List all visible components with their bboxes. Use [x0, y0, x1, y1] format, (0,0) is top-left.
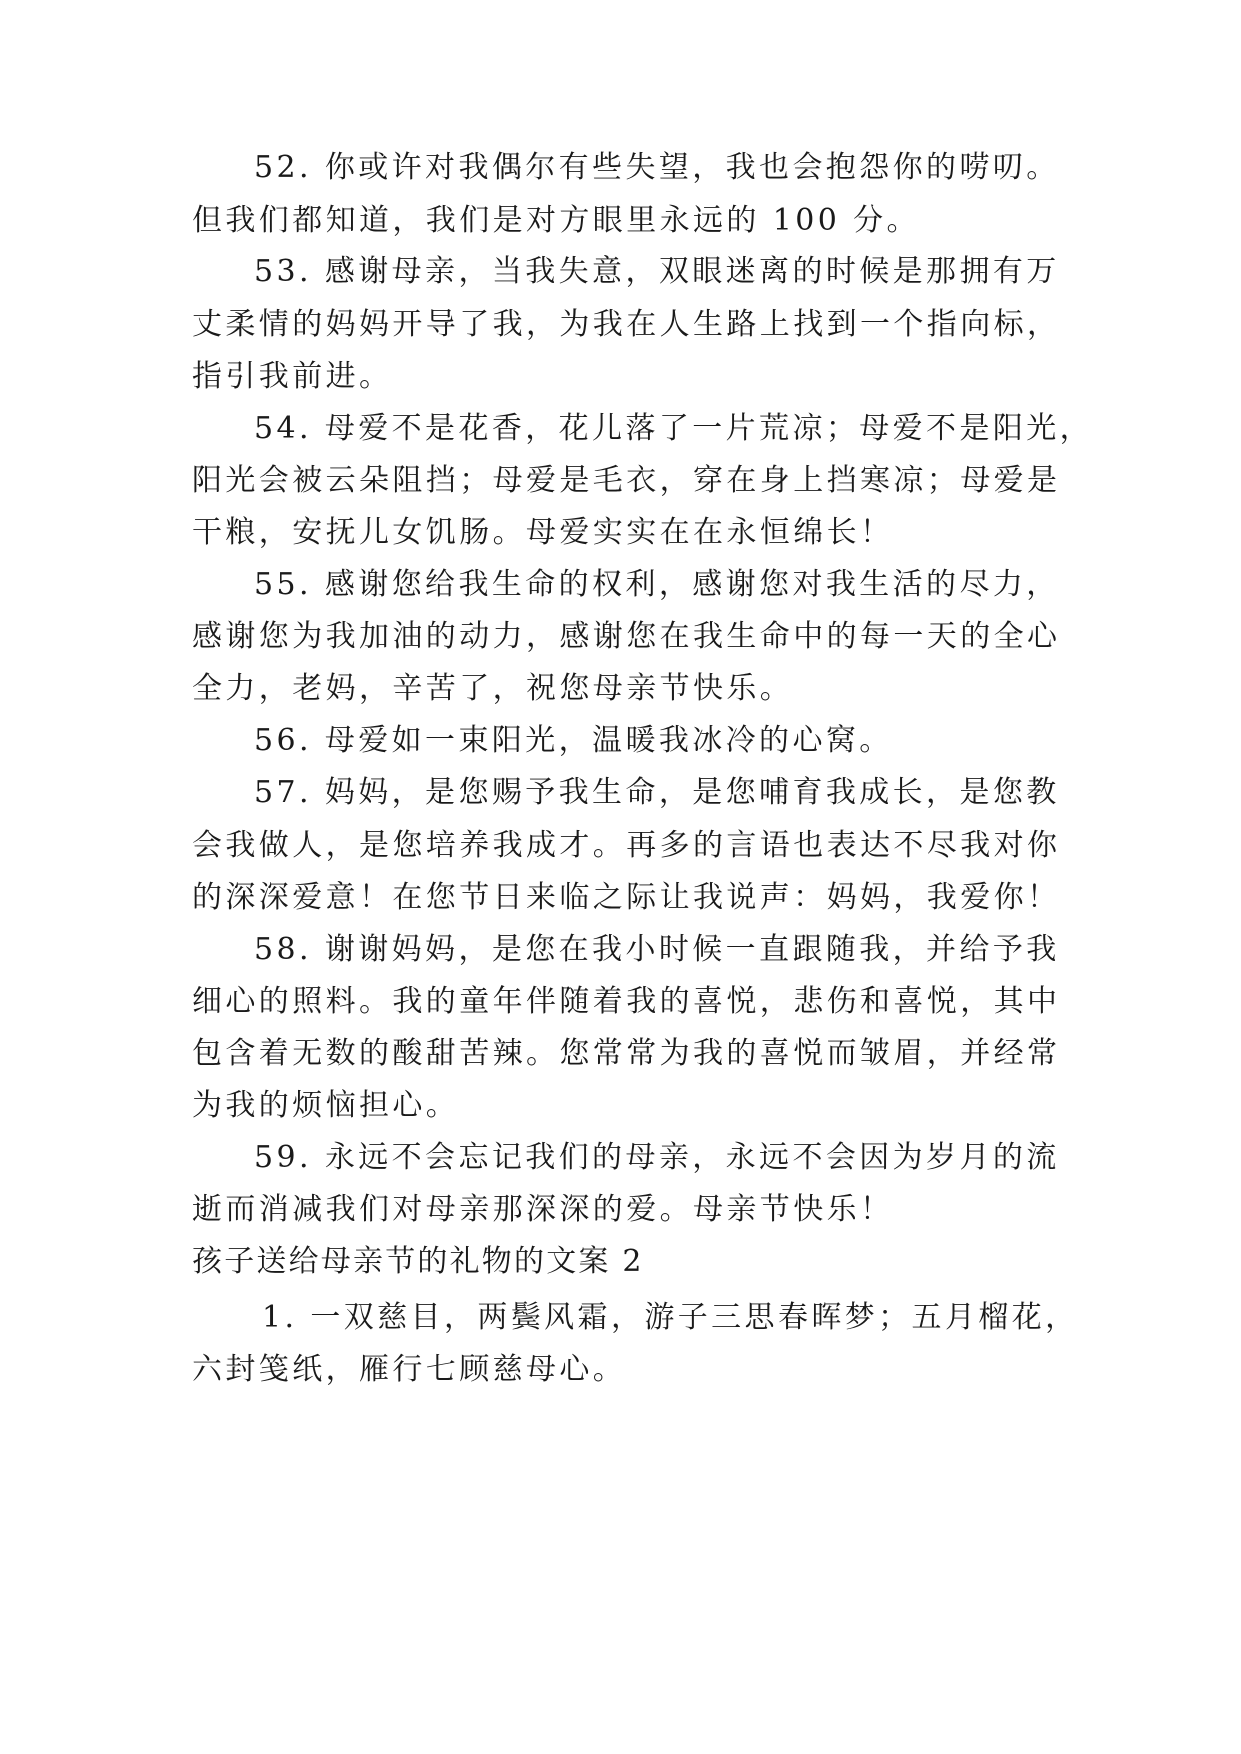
paragraph-55-line-1: 55. 感谢您给我生命的权利，感谢您对我生活的尽力， — [254, 567, 1060, 602]
paragraph-53-line-1: 53. 感谢母亲，当我失意，双眼迷离的时候是那拥有万 — [254, 254, 1060, 289]
paragraph-59-line-2: 逝而消减我们对母亲那深深的爱。母亲节快乐！ — [192, 1192, 894, 1227]
paragraph-58-line-1: 58. 谢谢妈妈，是您在我小时候一直跟随我，并给予我 — [254, 932, 1060, 967]
paragraph-58-line-2: 细心的照料。我的童年伴随着我的喜悦，悲伤和喜悦，其中 — [192, 984, 1061, 1019]
paragraph-54-line-3: 干粮，安抚儿女饥肠。母爱实实在在永恒绵长！ — [192, 515, 894, 550]
paragraph-52-line-2: 但我们都知道，我们是对方眼里永远的 100 分。 — [192, 203, 920, 238]
paragraph-53-line-3: 指引我前进。 — [192, 359, 393, 394]
paragraph-58-line-4: 为我的烦恼担心。 — [192, 1088, 460, 1123]
paragraph-55-line-3: 全力，老妈，辛苦了，祝您母亲节快乐。 — [192, 671, 794, 706]
paragraph-59-line-1: 59. 永远不会忘记我们的母亲，永远不会因为岁月的流 — [254, 1140, 1060, 1175]
section-heading: 孩子送给母亲节的礼物的文案 2 — [192, 1244, 644, 1279]
paragraph-52-line-1: 52. 你或许对我偶尔有些失望，我也会抱怨你的唠叨。 — [254, 150, 1060, 185]
paragraph-57-line-3: 的深深爱意！在您节日来临之际让我说声：妈妈，我爱你！ — [192, 880, 1061, 915]
paragraph-56-line-1: 56. 母爱如一束阳光，温暖我冰冷的心窝。 — [254, 723, 893, 758]
item-1-line-2: 六封笺纸，雁行七顾慈母心。 — [192, 1352, 627, 1387]
item-1-line-1: 1. 一双慈目，两鬓风霜，游子三思春晖梦；五月榴花， — [262, 1300, 1079, 1335]
paragraph-58-line-3: 包含着无数的酸甜苦辣。您常常为我的喜悦而皱眉，并经常 — [192, 1036, 1061, 1071]
paragraph-53-line-2: 丈柔情的妈妈开导了我，为我在人生路上找到一个指向标， — [192, 307, 1061, 342]
paragraph-55-line-2: 感谢您为我加油的动力，感谢您在我生命中的每一天的全心 — [192, 619, 1061, 654]
paragraph-54-line-2: 阳光会被云朵阻挡；母爱是毛衣，穿在身上挡寒凉；母爱是 — [192, 463, 1061, 498]
paragraph-57-line-2: 会我做人，是您培养我成才。再多的言语也表达不尽我对你 — [192, 828, 1061, 863]
paragraph-54-line-1: 54. 母爱不是花香，花儿落了一片荒凉；母爱不是阳光， — [254, 411, 1094, 446]
paragraph-57-line-1: 57. 妈妈，是您赐予我生命，是您哺育我成长，是您教 — [254, 775, 1060, 810]
